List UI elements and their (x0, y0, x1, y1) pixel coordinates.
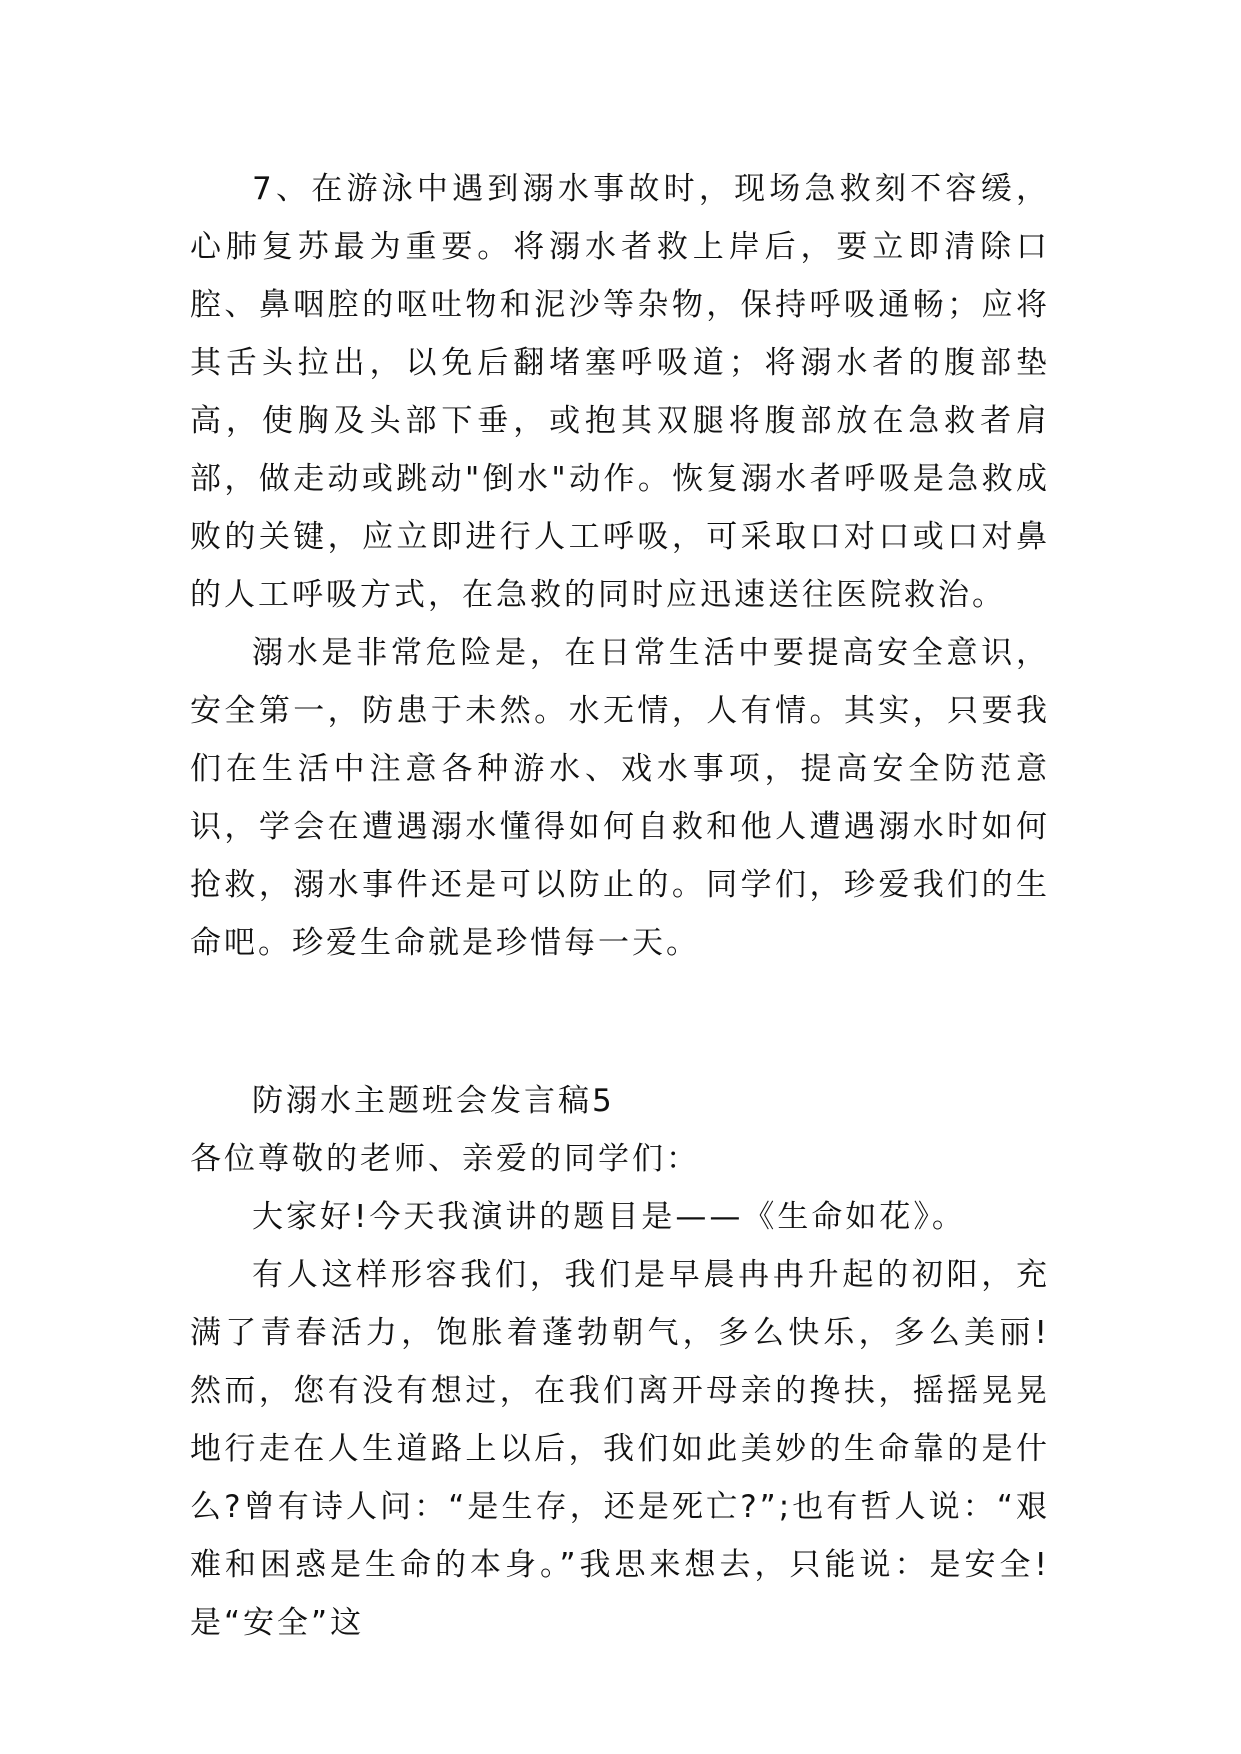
salutation: 各位尊敬的老师、亲爱的同学们： (190, 1141, 700, 1177)
section-spacer (190, 972, 1050, 1072)
section-title: 防溺水主题班会发言稿5 (252, 1083, 615, 1119)
paragraph-speech-body: 有人这样形容我们，我们是早晨冉冉升起的初阳，充满了青春活力，饱胀着蓬勃朝气，多么快乐，多么美丽!然而，您有没有想过，在我们离开母亲的搀扶，摇摇晃晃地行走在人生道路上以后，我们如此美妙的生命靠的是什么?曾有诗人问：“是生存，还是死亡?”;也有哲人说：“艰难和困惑是生命的本身。”我思来想去，只能说：是安全!是“安全”这 (190, 1257, 1050, 1641)
paragraph-greeting: 大家好!今天我演讲的题目是——《生命如花》。 (252, 1199, 966, 1235)
document-body (190, 160, 1050, 1652)
paragraph-drowning-first-aid: 7、在游泳中遇到溺水事故时，现场急救刻不容缓，心肺复苏最为重要。将溺水者救上岸后，要立即清除口腔、鼻咽腔的呕吐物和泥沙等杂物，保持呼吸通畅；应将其舌头拉出，以免后翻堵塞呼吸道；将溺水者的腹部垫高，使胸及头部下垂，或抱其双腿将腹部放在急救者肩部，做走动或跳动"倒水"动作。恢复溺水者呼吸是急救成败的关键，应立即进行人工呼吸，可采取口对口或口对鼻的人工呼吸方式，在急救的同时应迅速送往医院救治。 (190, 171, 1050, 613)
paragraph-safety-awareness: 溺水是非常危险是，在日常生活中要提高安全意识，安全第一，防患于未然。水无情，人有情。其实，只要我们在生活中注意各种游水、戏水事项，提高安全防范意识，学会在遭遇溺水懂得如何自救和他人遭遇溺水时如何抢救，溺水事件还是可以防止的。同学们，珍爱我们的生命吧。珍爱生命就是珍惜每一天。 (190, 635, 1050, 961)
